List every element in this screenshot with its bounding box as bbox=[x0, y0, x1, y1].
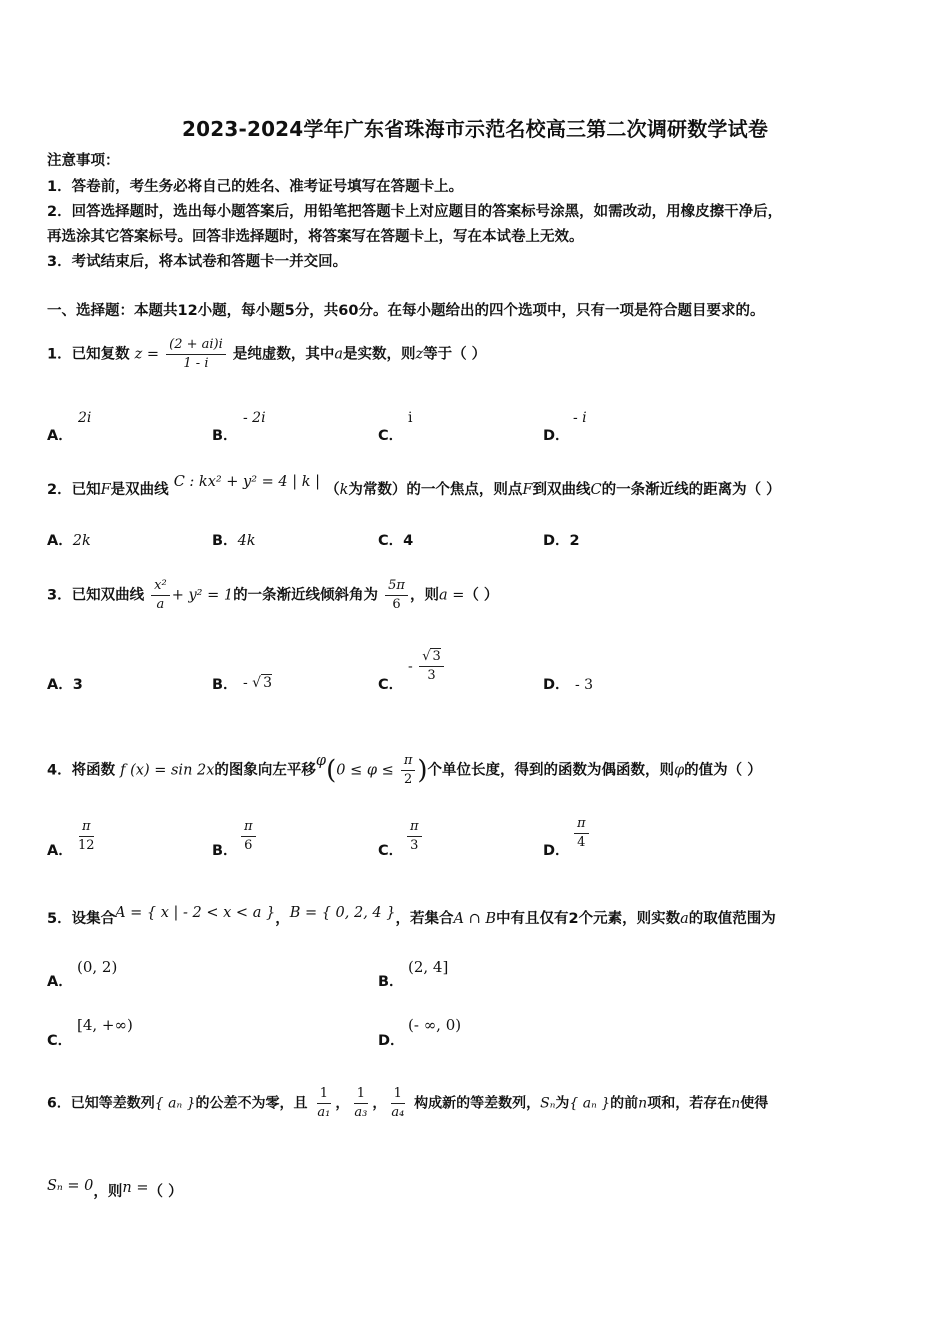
q6-f1-den: a₁ bbox=[317, 1105, 331, 1120]
q4-paren-close: ) bbox=[417, 755, 428, 786]
question-3 bbox=[47, 577, 498, 614]
q3-fraction bbox=[151, 577, 170, 614]
q1-option-d-label: D． bbox=[543, 428, 570, 444]
q4-option-b-num: π bbox=[241, 818, 256, 837]
q2-option-b-value: 4k bbox=[237, 533, 256, 549]
q4-option-c-num: π bbox=[407, 818, 422, 837]
q2-mid: 是双曲线 bbox=[110, 482, 169, 498]
q1-mid2: 是实数，则 bbox=[342, 346, 416, 363]
q4-option-b bbox=[239, 818, 258, 855]
q1-option-d: - i bbox=[573, 410, 587, 426]
q5-mid2: 中有且仅有2个元素，则实数 bbox=[496, 911, 681, 927]
q1-option-c-label: C． bbox=[378, 428, 404, 444]
q3-prefix: 3．已知双曲线 bbox=[47, 587, 145, 604]
q6-f3-num: 1 bbox=[391, 1085, 405, 1104]
q4-option-d-fraction bbox=[574, 815, 589, 852]
q4-option-b-den: 6 bbox=[244, 838, 253, 853]
q4-var-phi: φ bbox=[315, 752, 327, 769]
q6-fraction-2 bbox=[351, 1085, 370, 1122]
q4-option-d-label: D． bbox=[543, 843, 570, 859]
q2-var-f: F bbox=[100, 482, 111, 498]
q6-line2-var: n = bbox=[122, 1180, 149, 1196]
q4-option-c-label: C． bbox=[378, 843, 404, 859]
notice-heading: 注意事项： bbox=[47, 153, 120, 169]
q4-option-c-fraction bbox=[407, 818, 422, 855]
q4-prefix: 4．将函数 bbox=[47, 762, 116, 779]
q3-formula-rest: + y² = 1 bbox=[171, 587, 234, 604]
q6-var-s: Sₙ bbox=[540, 1095, 556, 1112]
q2-formula: C : kx² + y² = 4 | k | bbox=[173, 474, 321, 490]
notice-item-2-cont: 再选涂其它答案标号。回答非选择题时，将答案写在答题卡上，写在本试卷上无效。 bbox=[47, 229, 584, 245]
q3-option-c-label: C． bbox=[378, 677, 404, 693]
q1-suffix: 等于（ ） bbox=[423, 346, 487, 363]
page-title: 2023-2024学年广东省珠海市示范名校高三第二次调研数学试卷 bbox=[181, 117, 769, 141]
q1-frac-num: (2 + ai)i bbox=[166, 336, 226, 355]
q3-option-c-num-radicand: 3 bbox=[432, 649, 441, 664]
q3-mid: 的一条渐近线倾斜角为 bbox=[233, 587, 379, 604]
question-6-line-2 bbox=[47, 1178, 183, 1202]
question-2 bbox=[47, 474, 781, 500]
q2-var-k: k bbox=[339, 482, 349, 498]
q5-comma: ， bbox=[275, 911, 290, 927]
q2-mid2: 到双曲线 bbox=[532, 482, 591, 498]
question-1 bbox=[47, 336, 486, 373]
q6-fraction-3 bbox=[388, 1085, 407, 1122]
q3-option-a-label: A． bbox=[47, 677, 73, 693]
q6-f1-num: 1 bbox=[317, 1085, 331, 1104]
q4-option-a-den: 12 bbox=[78, 838, 95, 853]
q3-var-a: a = bbox=[438, 587, 465, 604]
q4-var-phi2: φ bbox=[674, 762, 685, 779]
q3-option-d-label: D． bbox=[543, 677, 570, 693]
q2-option-c bbox=[378, 529, 413, 550]
q3-angle-num: 5π bbox=[385, 577, 408, 596]
q6-line2-formula: Sₙ = 0 bbox=[47, 1178, 94, 1194]
q6-mid2: 构成新的等差数列， bbox=[414, 1095, 541, 1112]
q4-formula: f (x) = sin 2x bbox=[120, 762, 215, 779]
q5-option-b-label: B． bbox=[378, 974, 404, 990]
q3-option-b-sign: - bbox=[243, 675, 248, 691]
q3-suffix: （ ） bbox=[464, 587, 499, 604]
q4-option-a-label: A． bbox=[47, 843, 73, 859]
q2-option-c-label: C． bbox=[378, 533, 404, 549]
q6-mid3: 为 bbox=[555, 1095, 570, 1112]
q4-option-d-num: π bbox=[574, 815, 589, 834]
q4-option-b-fraction bbox=[241, 818, 256, 855]
q3-angle bbox=[385, 577, 408, 614]
q1-mid: 是纯虚数，其中 bbox=[232, 346, 335, 363]
q6-mid4: 的前 bbox=[610, 1095, 639, 1112]
q6-mid5: 项和，若存在 bbox=[647, 1095, 732, 1112]
q1-option-a-label: A． bbox=[47, 428, 73, 444]
q5-option-a: (0, 2) bbox=[77, 958, 118, 976]
q4-option-d-den: 4 bbox=[577, 835, 586, 850]
q4-cond-num: π bbox=[401, 752, 416, 771]
q2-option-b-label: B． bbox=[212, 533, 238, 549]
q2-option-a-label: A． bbox=[47, 533, 73, 549]
notice-item-2: 2．回答选择题时，选出每小题答案后，用铅笔把答题卡上对应题目的答案标号涂黑，如需改动，用橡皮擦干净后， bbox=[47, 204, 783, 220]
q3-option-c bbox=[408, 648, 446, 685]
question-6: 6．已知等差数列{ aₙ }的公差不为零，且 $\frac{1}{\text{a₁}}$ ， $\frac{1}{\text{a₃}}$ ， $\frac{1}{\text{a₄}}$ 构成新的等差数列，Sₙ为{ aₙ }的前n项和，若存在n使得 bbox=[47, 1086, 769, 1120]
q2-var-f2: F bbox=[522, 482, 533, 498]
q5-prefix: 5．设集合 bbox=[47, 911, 116, 927]
q6-mid: 的公差不为零，且 bbox=[195, 1095, 308, 1112]
q6-seq: { aₙ } bbox=[154, 1095, 196, 1112]
q1-formula-lhs: z = bbox=[134, 346, 160, 363]
q3-option-b-value: 3 bbox=[263, 675, 273, 691]
q3-mid2: ，则 bbox=[409, 587, 439, 604]
q5-set-b: B = { 0, 2, 4 } bbox=[289, 905, 396, 921]
q5-option-d-label: D． bbox=[378, 1033, 405, 1049]
q5-suffix: 的取值范围为 bbox=[688, 911, 776, 927]
q6-suffix: 使得 bbox=[740, 1095, 769, 1112]
q3-option-b: - √ 3 bbox=[243, 675, 273, 691]
question-5 bbox=[47, 905, 776, 929]
q2-option-d-value: 2 bbox=[569, 533, 580, 549]
q6-seq2: { aₙ } bbox=[569, 1095, 611, 1112]
q6-var-n: n bbox=[638, 1095, 648, 1112]
q6-f2-den: a₃ bbox=[354, 1105, 368, 1120]
q3-option-c-den: 3 bbox=[427, 668, 436, 683]
q5-option-c: [4, +∞) bbox=[77, 1016, 133, 1034]
q5-option-a-label: A． bbox=[47, 974, 73, 990]
q6-line2-mid: ，则 bbox=[93, 1184, 123, 1200]
q5-intersection: A ∩ B bbox=[453, 911, 496, 927]
q4-cond-fraction bbox=[401, 752, 416, 789]
q4-option-b-label: B． bbox=[212, 843, 238, 859]
q5-option-b: (2, 4] bbox=[408, 958, 449, 976]
q1-var-a: a bbox=[334, 346, 343, 363]
q2-k-open: （ bbox=[325, 482, 340, 498]
q3-option-c-sign: - bbox=[408, 658, 413, 675]
q3-option-c-num: √ 3 bbox=[419, 648, 444, 667]
q1-frac-den: 1 - i bbox=[183, 356, 209, 371]
q2-option-b bbox=[212, 529, 256, 550]
q4-option-d bbox=[572, 815, 591, 852]
section-heading: 一、选择题：本题共12小题，每小题5分，共60分。在每小题给出的四个选项中，只有一项是符合题目要求的。 bbox=[47, 303, 765, 319]
q4-suffix: 的值为（ ） bbox=[684, 762, 762, 779]
q6-f2-num: 1 bbox=[354, 1085, 368, 1104]
q3-option-b-label: B． bbox=[212, 677, 238, 693]
q2-suffix: 的一条渐近线的距离为（ ） bbox=[601, 482, 781, 498]
q2-var-c: C bbox=[590, 482, 602, 498]
q3-frac-den: a bbox=[156, 597, 165, 612]
q1-option-a: 2i bbox=[78, 410, 92, 426]
q1-prefix: 1．已知复数 bbox=[47, 346, 130, 363]
q2-k-note: 为常数）的一个焦点，则点 bbox=[348, 482, 523, 498]
q4-mid: 的图象向左平移 bbox=[214, 762, 316, 779]
q3-option-d: - 3 bbox=[575, 677, 594, 693]
q1-var-z: z bbox=[415, 346, 424, 363]
q4-paren-open: ( bbox=[326, 755, 337, 786]
q5-var-a: a bbox=[680, 911, 689, 927]
q5-set-a: A = { x | - 2 < x < a } bbox=[115, 905, 276, 921]
q6-var-n2: n bbox=[731, 1095, 741, 1112]
q1-option-b-label: B． bbox=[212, 428, 238, 444]
q4-option-a-fraction bbox=[75, 818, 98, 855]
q6-line2-suffix: （ ） bbox=[148, 1184, 183, 1200]
q5-option-c-label: C． bbox=[47, 1033, 73, 1049]
q4-option-a bbox=[73, 818, 100, 855]
q3-angle-den: 6 bbox=[392, 597, 401, 612]
q1-option-c: i bbox=[408, 410, 413, 426]
q2-option-c-value: 4 bbox=[403, 533, 414, 549]
q4-option-c bbox=[405, 818, 424, 855]
q4-mid2: 个单位长度，得到的函数为偶函数，则 bbox=[427, 762, 675, 779]
q4-cond: 0 ≤ φ ≤ bbox=[336, 762, 394, 779]
q5-option-d: (- ∞, 0) bbox=[408, 1016, 462, 1034]
q1-option-b: - 2i bbox=[243, 410, 266, 426]
q3-option-a bbox=[47, 673, 83, 694]
q4-cond-den: 2 bbox=[403, 772, 413, 787]
q2-option-d-label: D． bbox=[543, 533, 570, 549]
q1-fraction bbox=[166, 336, 226, 373]
q3-option-a-value: 3 bbox=[72, 677, 83, 693]
q2-option-a-value: 2k bbox=[72, 533, 91, 549]
q6-prefix: 6．已知等差数列 bbox=[47, 1095, 155, 1112]
q2-option-a bbox=[47, 529, 91, 550]
question-4 bbox=[47, 752, 762, 789]
q6-fraction-1 bbox=[314, 1085, 333, 1122]
q4-option-c-den: 3 bbox=[410, 838, 419, 853]
notice-item-1: 1．答卷前，考生务必将自己的姓名、准考证号填写在答题卡上。 bbox=[47, 179, 464, 195]
q3-frac-num: x² bbox=[151, 577, 170, 596]
q2-prefix: 2．已知 bbox=[47, 482, 101, 498]
q5-mid: ，若集合 bbox=[395, 911, 454, 927]
q6-f3-den: a₄ bbox=[391, 1105, 405, 1120]
notice-item-3: 3．考试结束后，将本试卷和答题卡一并交回。 bbox=[47, 254, 348, 270]
q3-option-c-fraction bbox=[419, 648, 444, 685]
q2-option-d bbox=[543, 529, 580, 550]
q4-option-a-num: π bbox=[79, 818, 94, 837]
